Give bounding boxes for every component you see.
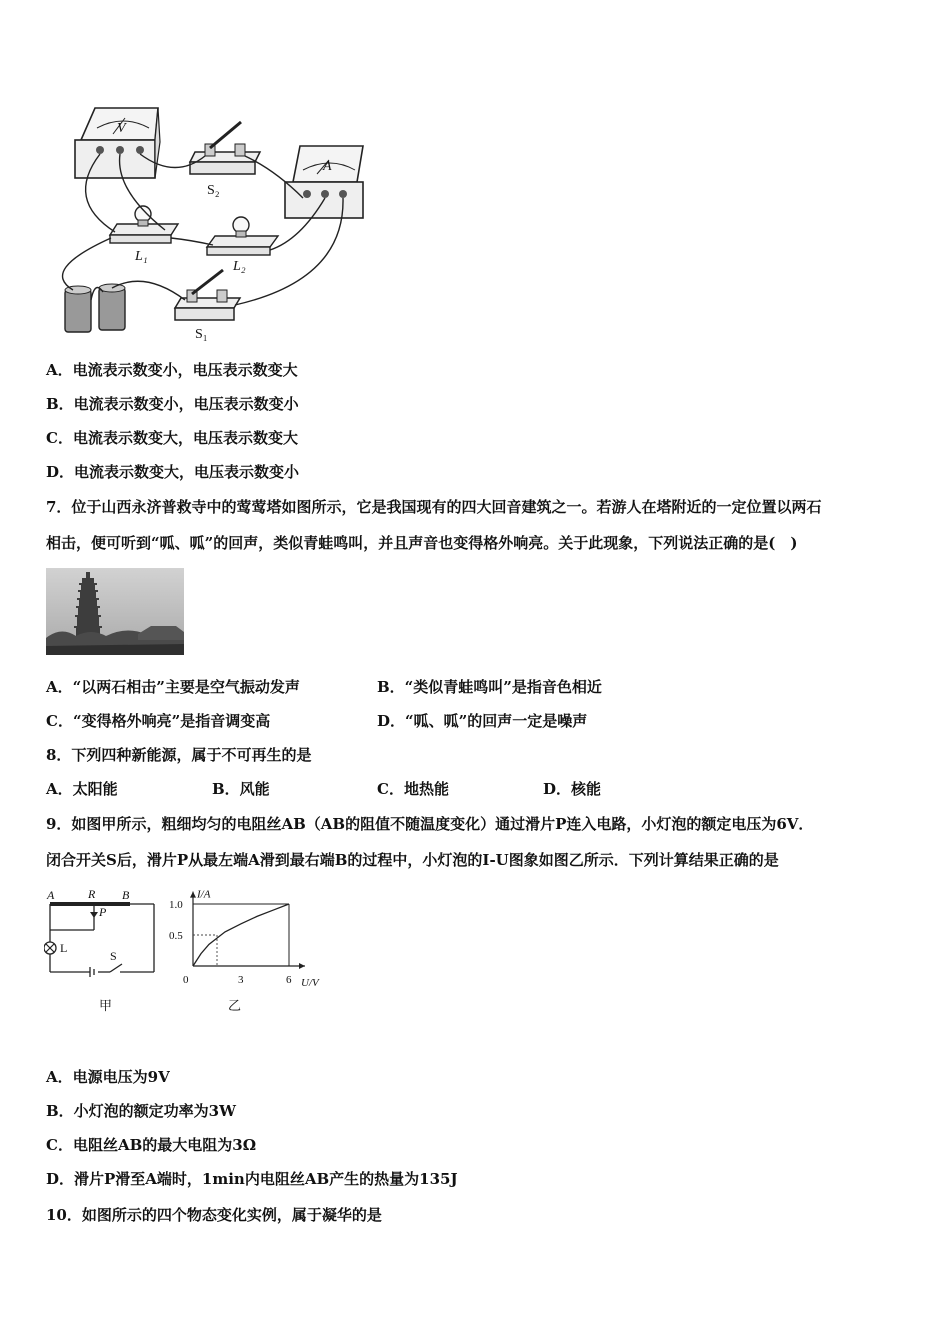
ammeter — [285, 146, 363, 218]
y-axis-label: I/A — [197, 888, 211, 901]
q8-option-a: A．太阳能 — [46, 780, 118, 798]
q9-label-p: P — [99, 905, 107, 919]
x-tick-label: 6 — [286, 974, 292, 986]
lamp-l2 — [207, 217, 278, 274]
q9-label-s: S — [110, 949, 117, 963]
q7-stem-line2: 相击，便可听到“呱、呱”的回声，类似青蛙鸣叫，并且声音也变得格外响亮。关于此现象，下列说法正确的是( ) — [46, 534, 798, 552]
q9-stem-line2: 闭合开关S后，滑片P从最左端A滑到最右端B的过程中，小灯泡的I-U图象如图乙所示．下列计算结果正确的是 — [46, 851, 779, 869]
y-tick-label: 1.0 — [169, 899, 183, 911]
x-axis-arrow — [299, 963, 305, 969]
q7-option-c: C．“变得格外响亮”是指音调变高 — [46, 712, 271, 730]
q6-option-d: D．电流表示数变大，电压表示数变小 — [46, 463, 300, 481]
switch-s1-label: S₁ — [195, 327, 208, 342]
q9-label-b: B — [122, 888, 130, 902]
voltmeter-label: V — [117, 121, 126, 136]
q9-caption-yi: 乙 — [228, 998, 242, 1013]
q9-circuit-diagram — [44, 884, 164, 1019]
q9-option-a: A．电源电压为9V — [46, 1068, 170, 1086]
q9-label-l: L — [60, 941, 68, 955]
q8-option-d: D．核能 — [543, 780, 602, 798]
ammeter-label: A — [323, 159, 332, 174]
battery-pack — [65, 284, 125, 332]
q6-option-a: A．电流表示数变小，电压表示数变大 — [46, 361, 298, 379]
y-axis-arrow — [190, 892, 196, 898]
voltmeter — [75, 108, 160, 178]
q10-stem: 10．如图所示的四个物态变化实例，属于凝华的是 — [46, 1206, 382, 1224]
lamp-l2-label: L₂ — [233, 259, 246, 274]
q9-option-c: C．电阻丝AB的最大电阻为3Ω — [46, 1136, 257, 1154]
q8-option-c: C．地热能 — [377, 780, 449, 798]
lamp-symbol — [44, 942, 56, 954]
x-tick-label: 3 — [238, 974, 244, 986]
q9-label-r: R — [88, 887, 96, 901]
q9-label-a: A — [47, 888, 55, 902]
q7-pagoda-photo — [46, 568, 184, 655]
x-tick-label: 0 — [183, 974, 189, 986]
q7-option-d: D．“呱、呱”的回声一定是噪声 — [377, 712, 588, 730]
q9-stem-line1: 9．如图甲所示，粗细均匀的电阻丝AB（AB的阻值不随温度变化）通过滑片P连入电路，小灯泡的额定电压为6V． — [46, 815, 814, 833]
q6-option-b: B．电流表示数变小，电压表示数变小 — [46, 395, 299, 413]
q9-option-d: D．滑片P滑至A端时，1min内电阻丝AB产生的热量为135J — [46, 1170, 458, 1188]
resistance-wire-ab — [50, 902, 130, 906]
q9-iu-graph — [168, 884, 333, 1019]
q7-option-b: B．“类似青蛙鸣叫”是指音色相近 — [377, 678, 602, 696]
q9-option-b: B．小灯泡的额定功率为3W — [46, 1102, 236, 1120]
q9-caption-jia: 甲 — [99, 998, 113, 1013]
q6-circuit-figure — [45, 100, 370, 345]
switch-s2-label: S₂ — [207, 183, 220, 198]
q8-stem: 8．下列四种新能源，属于不可再生的是 — [46, 746, 312, 764]
q6-option-c: C．电流表示数变大，电压表示数变大 — [46, 429, 298, 447]
switch-s1 — [175, 270, 240, 342]
q7-stem-line1: 7．位于山西永济普救寺中的莺莺塔如图所示，它是我国现有的四大回音建筑之一。若游人在塔附近的一定位置以两石 — [46, 498, 822, 516]
lamp-l1 — [110, 206, 178, 264]
iu-curve — [193, 904, 289, 966]
q7-option-a: A．“以两石相击”主要是空气振动发声 — [46, 678, 300, 696]
x-axis-label: U/V — [301, 977, 319, 989]
q8-option-b: B．风能 — [212, 780, 270, 798]
y-tick-label: 0.5 — [169, 930, 183, 942]
lamp-l1-label: L₁ — [135, 249, 148, 264]
